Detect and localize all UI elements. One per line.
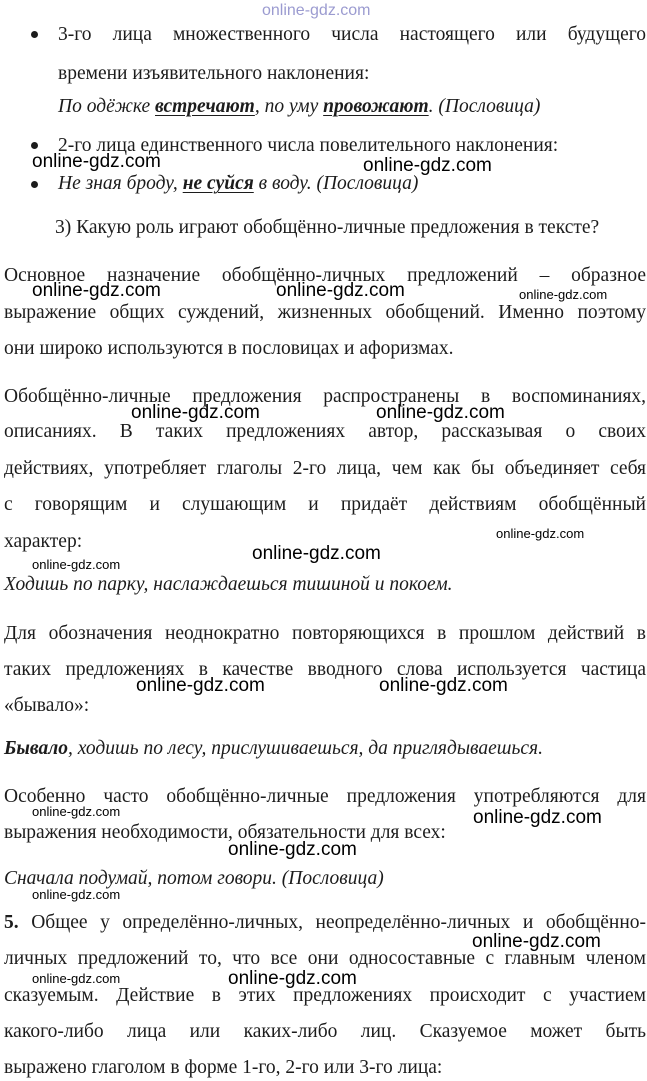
example-text: Не зная броду, bbox=[58, 173, 183, 194]
watermark: online-gdz.com bbox=[376, 402, 505, 423]
bullet-dot bbox=[31, 142, 38, 149]
paragraph-4-line-1: Особенно часто обобщённо-личные предложения употребляются для bbox=[4, 786, 646, 807]
paragraph-2-line-5: характер: bbox=[4, 531, 83, 552]
watermark: online-gdz.com bbox=[276, 280, 405, 301]
example-park: Ходишь по парку, наслаждаешься тишиной и покоем. bbox=[4, 574, 453, 595]
paragraph-2-line-2: описаниях. В таких предложениях автор, рассказывая о своих bbox=[4, 421, 646, 442]
paragraph-2-line-4: с говорящим и слушающим и придаёт действиям обобщённый bbox=[4, 494, 646, 515]
paragraph-3-line-1: Для обозначения неоднократно повторяющихся в прошлом действий в bbox=[4, 623, 646, 644]
watermark: online-gdz.com bbox=[363, 155, 492, 176]
example-proverb-2 bbox=[58, 172, 647, 196]
header-watermark: online-gdz.com bbox=[262, 2, 371, 19]
watermark: online-gdz.com bbox=[32, 151, 161, 172]
bullet-2-line-1: 2-го лица единственного числа повелительного наклонения: bbox=[58, 135, 559, 156]
paragraph-2-line-3: действиях, употребляет глаголы 2-го лица, чем как бы объединяет себя bbox=[4, 458, 646, 479]
predicate-verb: провожают bbox=[323, 96, 429, 117]
paragraph-1-line-2: выражение общих суждений, жизненных обобщений. Именно поэтому bbox=[4, 302, 646, 323]
section-5-line-4: какого-либо лица или каких-либо лиц. Сказуемое может быть bbox=[4, 1021, 646, 1042]
example-text: По одёжке bbox=[58, 96, 156, 117]
example-forest bbox=[4, 737, 646, 761]
example-proverb-1 bbox=[58, 95, 647, 119]
bullet-1-line-2: времени изъявительного наклонения: bbox=[58, 63, 370, 84]
paragraph-3-line-2: таких предложениях в качестве вводного слова используется частица bbox=[4, 659, 646, 680]
section-5-line-5: выражено глаголом в форме 1-го, 2-го или 3-го лица: bbox=[4, 1057, 443, 1078]
watermark: online-gdz.com bbox=[131, 402, 260, 423]
watermark: online-gdz.com bbox=[32, 971, 121, 986]
paragraph-3-line-3: «бывало»: bbox=[4, 695, 90, 716]
paragraph-1-line-3: они широко используются в пословицах и афоризмах. bbox=[4, 338, 454, 359]
watermark: online-gdz.com bbox=[496, 526, 585, 541]
watermark: online-gdz.com bbox=[32, 804, 121, 819]
watermark: online-gdz.com bbox=[32, 280, 161, 301]
bullet-1-line-1: 3-го лица множественного числа настоящего или будущего bbox=[58, 24, 646, 45]
example-text: в воду. (Пословица) bbox=[253, 173, 419, 194]
watermark: online-gdz.com bbox=[473, 807, 602, 828]
section-5-line-2: личных предложений то, что все они односоставные с главным членом bbox=[4, 948, 646, 969]
paragraph-2-line-1: Обобщённо-личные предложения распространены в воспоминаниях, bbox=[4, 386, 646, 407]
watermark: online-gdz.com bbox=[228, 839, 357, 860]
watermark: online-gdz.com bbox=[32, 887, 121, 902]
predicate-verb: не суйся bbox=[182, 173, 254, 194]
example-keyword: Бывало bbox=[4, 738, 69, 759]
section-5-line-3: сказуемым. Действие в этих предложениях происходит с участием bbox=[4, 985, 646, 1006]
watermark: online-gdz.com bbox=[32, 557, 121, 572]
bullet-dot bbox=[31, 31, 38, 38]
section-number: 5. bbox=[4, 912, 19, 933]
watermark: online-gdz.com bbox=[472, 931, 601, 952]
watermark: online-gdz.com bbox=[228, 968, 357, 989]
question-3: 3) Какую роль играют обобщённо-личные предложения в тексте? bbox=[55, 217, 600, 238]
watermark: online-gdz.com bbox=[519, 287, 608, 302]
paragraph-4-line-2: выражения необходимости, обязательности для всех: bbox=[4, 822, 446, 843]
example-text: . (Пословица) bbox=[428, 96, 541, 117]
example-text: , по уму bbox=[254, 96, 324, 117]
example-text: , ходишь по лесу, прислушиваешься, да приглядываешься. bbox=[68, 738, 543, 759]
bullet-dot bbox=[31, 181, 38, 188]
example-think: Сначала подумай, потом говори. (Пословица) bbox=[4, 868, 384, 889]
watermark: online-gdz.com bbox=[136, 675, 265, 696]
section-text: Общее у определённо-личных, неопределённо-личных и обобщённо- bbox=[18, 912, 646, 933]
paragraph-1-line-1: Основное назначение обобщённо-личных предложений – образное bbox=[4, 265, 646, 286]
watermark: online-gdz.com bbox=[379, 675, 508, 696]
watermark: online-gdz.com bbox=[252, 543, 381, 564]
predicate-verb: встречают bbox=[155, 96, 255, 117]
